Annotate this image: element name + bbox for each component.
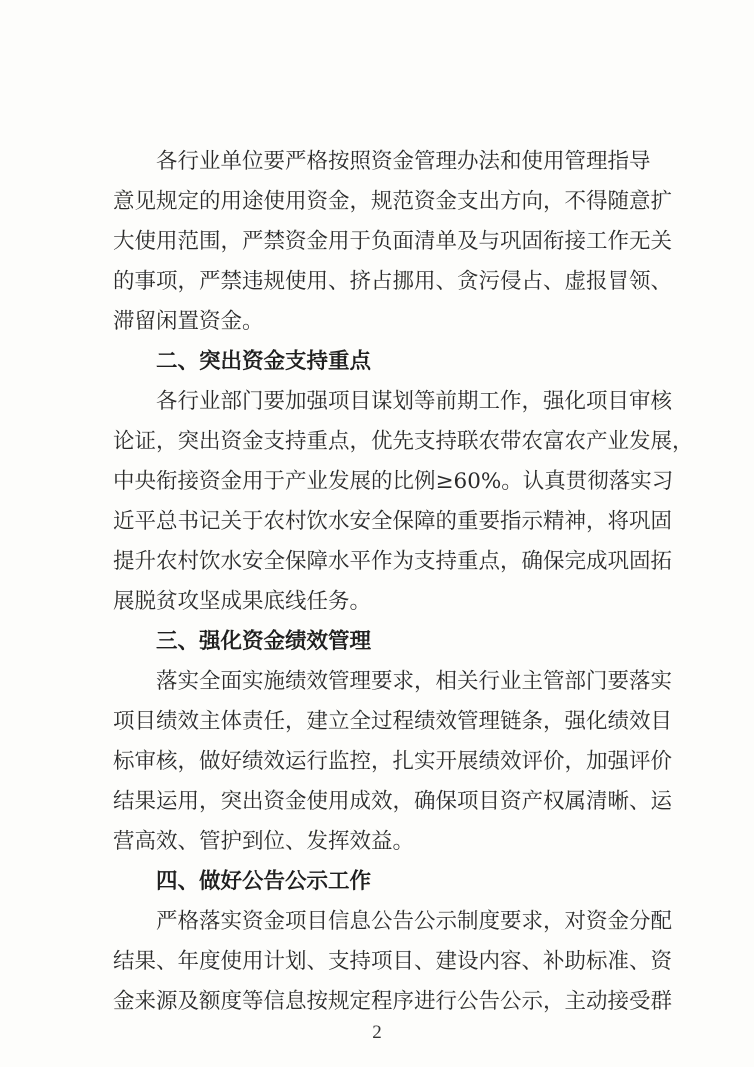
paragraph-1-line-5: 滞留闲置资金。 [113, 309, 264, 334]
paragraph-3-line-1: 落实全面实施绩效管理要求，相关行业主管部门要落实 [156, 669, 673, 694]
paragraph-4-line-3: 金来源及额度等信息按规定程序进行公告公示，主动接受群 [113, 989, 673, 1014]
paragraph-4-line-2: 结果、年度使用计划、支持项目、建设内容、补助标准、资 [113, 949, 673, 974]
paragraph-4-line-1: 严格落实资金项目信息公告公示制度要求，对资金分配 [156, 909, 673, 934]
paragraph-2-line-6: 展脱贫攻坚成果底线任务。 [113, 589, 372, 614]
paragraph-2-line-2: 论证，突出资金支持重点，优先支持联农带农富农产业发展， [113, 429, 694, 454]
section-heading-4: 四、做好公告公示工作 [156, 869, 372, 894]
paragraph-1-line-1: 各行业单位要严格按照资金管理办法和使用管理指导 [156, 149, 651, 174]
paragraph-3-line-5: 营高效、管护到位、发挥效益。 [113, 829, 415, 854]
paragraph-2-line-1: 各行业部门要加强项目谋划等前期工作，强化项目审核 [156, 389, 673, 414]
paragraph-2-line-4: 近平总书记关于农村饮水安全保障的重要指示精神，将巩固 [113, 509, 673, 534]
paragraph-1-line-3: 大使用范围，严禁资金用于负面清单及与巩固衔接工作无关 [113, 229, 673, 254]
paragraph-3-line-4: 结果运用，突出资金使用成效，确保项目资产权属清晰、运 [113, 789, 673, 814]
paragraph-3-line-3: 标审核，做好绩效运行监控，扎实开展绩效评价，加强评价 [113, 749, 673, 774]
paragraph-2-line-5: 提升农村饮水安全保障水平作为支持重点，确保完成巩固拓 [113, 549, 673, 574]
paragraph-1-line-2: 意见规定的用途使用资金，规范资金支出方向，不得随意扩 [113, 189, 673, 214]
section-heading-2: 二、突出资金支持重点 [156, 349, 372, 374]
paragraph-3-line-2: 项目绩效主体责任，建立全过程绩效管理链条，强化绩效目 [113, 709, 673, 734]
page-number: 2 [372, 1022, 382, 1043]
section-heading-3: 三、强化资金绩效管理 [156, 629, 372, 654]
paragraph-1-line-4: 的事项，严禁违规使用、挤占挪用、贪污侵占、虚报冒领、 [113, 269, 673, 294]
paragraph-2-line-3: 中央衔接资金用于产业发展的比例≥60%。认真贯彻落实习 [113, 469, 674, 494]
